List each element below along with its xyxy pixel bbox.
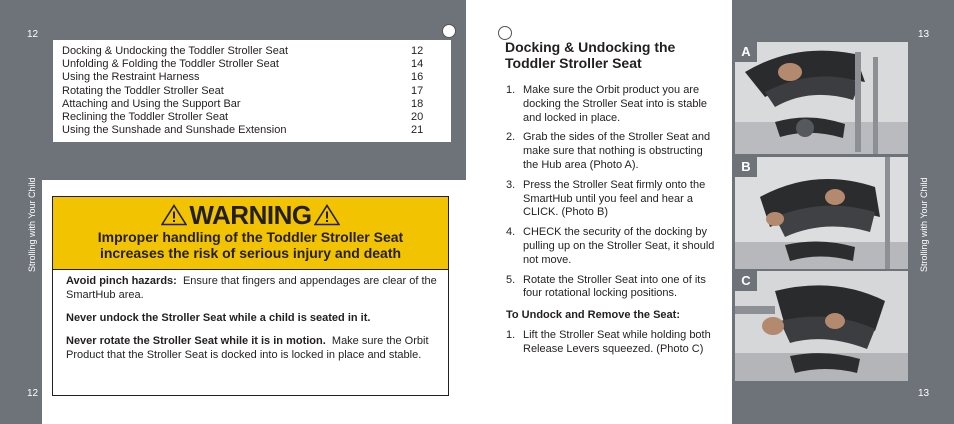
list-item (506, 179, 718, 220)
toc-page: 18 (411, 97, 424, 110)
toc-page: 21 (411, 124, 424, 137)
left-page-number-top: 12 (27, 29, 39, 40)
toc-title: Using the Restraint Harness (62, 71, 200, 84)
toc-page: 16 (411, 71, 424, 84)
step-number: 5. (506, 273, 516, 286)
registration-mark-icon (498, 26, 512, 40)
step-text: Make sure the Orbit product you are docking the Stroller Seat into is stable and locked in place. (523, 84, 708, 124)
photo-c (735, 271, 908, 381)
section-title: Docking & Undocking the Toddler Stroller Seat (505, 39, 676, 71)
step-text: Grab the sides of the Stroller Seat and make sure that nothing is obstructing the Hub area (Photo A). (523, 131, 711, 171)
toc-title: Using the Sunshade and Sunshade Extension (62, 124, 287, 137)
warning-body (53, 270, 448, 362)
table-of-contents (53, 40, 451, 142)
toc-title: Docking & Undocking the Toddler Stroller Seat (62, 45, 289, 57)
toc-row[interactable] (62, 58, 443, 71)
warning-word: WARNING (189, 200, 312, 230)
toc-page: 12 (411, 45, 424, 57)
step-text: CHECK the security of the docking by pulling up on the Stroller Seat, it should not move. (523, 226, 715, 266)
warning-title (53, 201, 448, 229)
list-item (506, 226, 718, 267)
toc-title: Reclining the Toddler Stroller Seat (62, 111, 229, 124)
warning-triangle-icon (161, 204, 187, 226)
right-page-number-bottom: 13 (918, 388, 930, 399)
toc-row[interactable] (62, 111, 443, 124)
instruction-steps (506, 84, 718, 363)
photo-label: A (735, 42, 757, 62)
warning-box (52, 196, 449, 396)
photo-a-image (735, 42, 908, 154)
warning-subtitle-line2: increases the risk of serious injury and death (99, 245, 402, 261)
toc-page: 17 (411, 84, 424, 97)
photo-a (735, 42, 908, 154)
step-number: 1. (506, 84, 516, 96)
step-number: 2. (506, 131, 516, 144)
toc-title: Rotating the Toddler Stroller Seat (62, 84, 224, 97)
toc-title: Unfolding & Folding the Toddler Stroller Seat (62, 58, 279, 71)
undock-heading: To Undock and Remove the Seat: (506, 309, 680, 322)
list-item (506, 274, 718, 302)
center-gutter (466, 0, 488, 424)
warning-bold-lead: Never rotate the Stroller Seat while it is in motion. (66, 335, 326, 347)
right-side-label: Strolling with Your Child (919, 177, 929, 272)
warning-paragraph (66, 274, 438, 302)
warning-header (53, 197, 448, 270)
toc-row[interactable] (62, 45, 443, 58)
list-item (506, 131, 718, 172)
step-text: Press the Stroller Seat firmly onto the SmartHub until you feel and hear a CLICK. (Photo B) (523, 178, 706, 219)
toc-page: 20 (411, 111, 424, 124)
warning-bold-lead: Avoid pinch hazards: (66, 275, 177, 287)
warning-text: Ensure that fingers and appendages are clear of the SmartHub area. (66, 275, 437, 301)
left-page-number-bottom: 12 (27, 388, 39, 399)
left-side-label: Strolling with Your Child (27, 177, 37, 272)
right-page-number-top: 13 (918, 29, 930, 40)
warning-paragraph (66, 311, 438, 325)
toc-row[interactable] (62, 71, 443, 84)
warning-triangle-icon (314, 204, 340, 226)
step-number: 4. (506, 226, 516, 239)
warning-text: Make sure the Orbit Product that the Stroller Seat is docked into is locked in place and stable. (66, 335, 429, 361)
photo-b-image (735, 157, 908, 269)
photo-label: B (735, 157, 757, 177)
list-item (506, 84, 718, 125)
photo-b (735, 157, 908, 269)
step-number: 1. (506, 328, 516, 341)
warning-subtitle-line1: Improper handling of the Toddler Stroller Seat (97, 229, 404, 245)
toc-row[interactable] (62, 124, 443, 137)
toc-title: Attaching and Using the Support Bar (62, 97, 241, 110)
warning-paragraph (66, 334, 438, 362)
warning-bold-lead: Never undock the Stroller Seat while a child is seated in it. (66, 312, 371, 324)
toc-page: 14 (411, 58, 424, 71)
list-item (506, 329, 718, 357)
toc-row[interactable] (62, 98, 443, 111)
photo-c-image (735, 271, 908, 381)
toc-row[interactable] (62, 85, 443, 98)
step-text: Lift the Stroller Seat while holding both Release Levers squeezed. (Photo C) (523, 328, 711, 355)
step-text: Rotate the Stroller Seat into one of its four rotational locking positions. (523, 273, 706, 300)
photo-label: C (735, 271, 757, 291)
step-number: 3. (506, 178, 516, 191)
registration-mark-icon (442, 24, 456, 38)
